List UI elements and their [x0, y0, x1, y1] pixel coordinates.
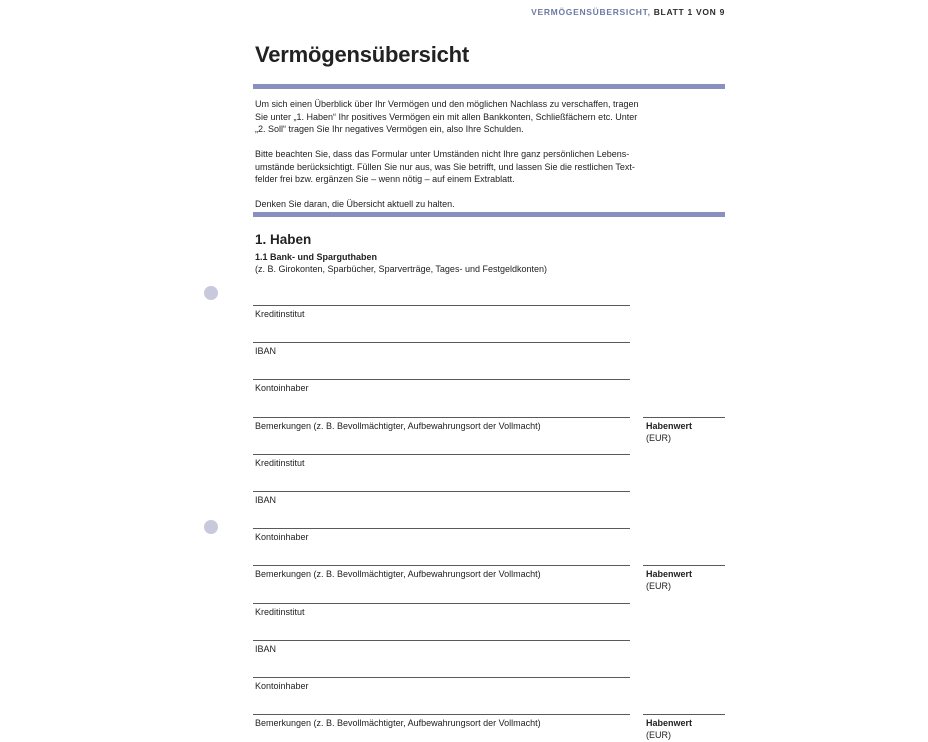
balance-input-line[interactable]	[643, 714, 725, 715]
header-page-indicator: BLATT 1 VON 9	[653, 7, 725, 17]
institute-input-line[interactable]	[253, 305, 630, 306]
page-title: Vermögensübersicht	[255, 42, 470, 67]
subsection-description: (z. B. Girokonten, Sparbücher, Sparverträge, Tages- und Festgeldkonten)	[255, 264, 547, 274]
iban-label: IBAN	[255, 495, 277, 505]
header-section: VERMÖGENSÜBERSICHT,	[531, 7, 651, 17]
subsection-title: 1.1 Bank- und Sparguthaben	[255, 252, 378, 262]
intro-paragraph-3: Denken Sie daran, die Übersicht aktuell zu halten.	[255, 199, 455, 209]
intro-text	[255, 98, 695, 211]
holder-input-line[interactable]	[253, 379, 630, 380]
punch-hole-marker	[204, 286, 218, 300]
balance-label: Habenwert	[646, 421, 693, 431]
iban-label: IBAN	[255, 346, 277, 356]
holder-input-line[interactable]	[253, 677, 630, 678]
remarks-input-line[interactable]	[253, 417, 630, 418]
balance-unit: (EUR)	[646, 730, 671, 740]
iban-input-line[interactable]	[253, 640, 630, 641]
section-title: 1. Haben	[255, 232, 312, 247]
remarks-label: Bemerkungen (z. B. Bevollmächtigter, Aufbewahrungsort der Vollmacht)	[255, 421, 541, 431]
title-divider	[253, 84, 725, 89]
iban-label: IBAN	[255, 644, 277, 654]
balance-unit: (EUR)	[646, 581, 671, 591]
remarks-label: Bemerkungen (z. B. Bevollmächtigter, Aufbewahrungsort der Vollmacht)	[255, 569, 541, 579]
intro-paragraph-2: Bitte beachten Sie, dass das Formular unter Umständen nicht Ihre ganz persönlichen Lebens- umstände berücksichtigt. Füllen Sie nur aus, was Sie betrifft, und lassen Sie die restlichen Text- felder frei bzw. ergänzen Sie – wenn nötig – auf einem Extrablatt.	[255, 149, 635, 184]
holder-label: Kontoinhaber	[255, 681, 309, 691]
institute-label: Kreditinstitut	[255, 458, 305, 468]
iban-input-line[interactable]	[253, 491, 630, 492]
balance-input-line[interactable]	[643, 417, 725, 418]
intro-paragraph-1: Um sich einen Überblick über Ihr Vermögen und den möglichen Nachlass zu verschaffen, tragen Sie unter „1. Haben“ Ihr positives Vermögen ein mit allen Bankkonten, Schließfächern etc. Unter „2. Soll“ tragen Sie Ihr negatives Vermögen ein, also Ihre Schulden.	[255, 99, 639, 134]
institute-input-line[interactable]	[253, 603, 630, 604]
holder-label: Kontoinhaber	[255, 383, 309, 393]
balance-label: Habenwert	[646, 718, 693, 728]
holder-label: Kontoinhaber	[255, 532, 309, 542]
balance-label: Habenwert	[646, 569, 693, 579]
balance-unit: (EUR)	[646, 433, 671, 443]
remarks-input-line[interactable]	[253, 565, 630, 566]
institute-label: Kreditinstitut	[255, 309, 305, 319]
page-header	[531, 7, 725, 17]
institute-label: Kreditinstitut	[255, 607, 305, 617]
remarks-input-line[interactable]	[253, 714, 630, 715]
punch-hole-marker	[204, 520, 218, 534]
remarks-label: Bemerkungen (z. B. Bevollmächtigter, Aufbewahrungsort der Vollmacht)	[255, 718, 541, 728]
holder-input-line[interactable]	[253, 528, 630, 529]
intro-divider	[253, 212, 725, 217]
balance-input-line[interactable]	[643, 565, 725, 566]
iban-input-line[interactable]	[253, 342, 630, 343]
institute-input-line[interactable]	[253, 454, 630, 455]
